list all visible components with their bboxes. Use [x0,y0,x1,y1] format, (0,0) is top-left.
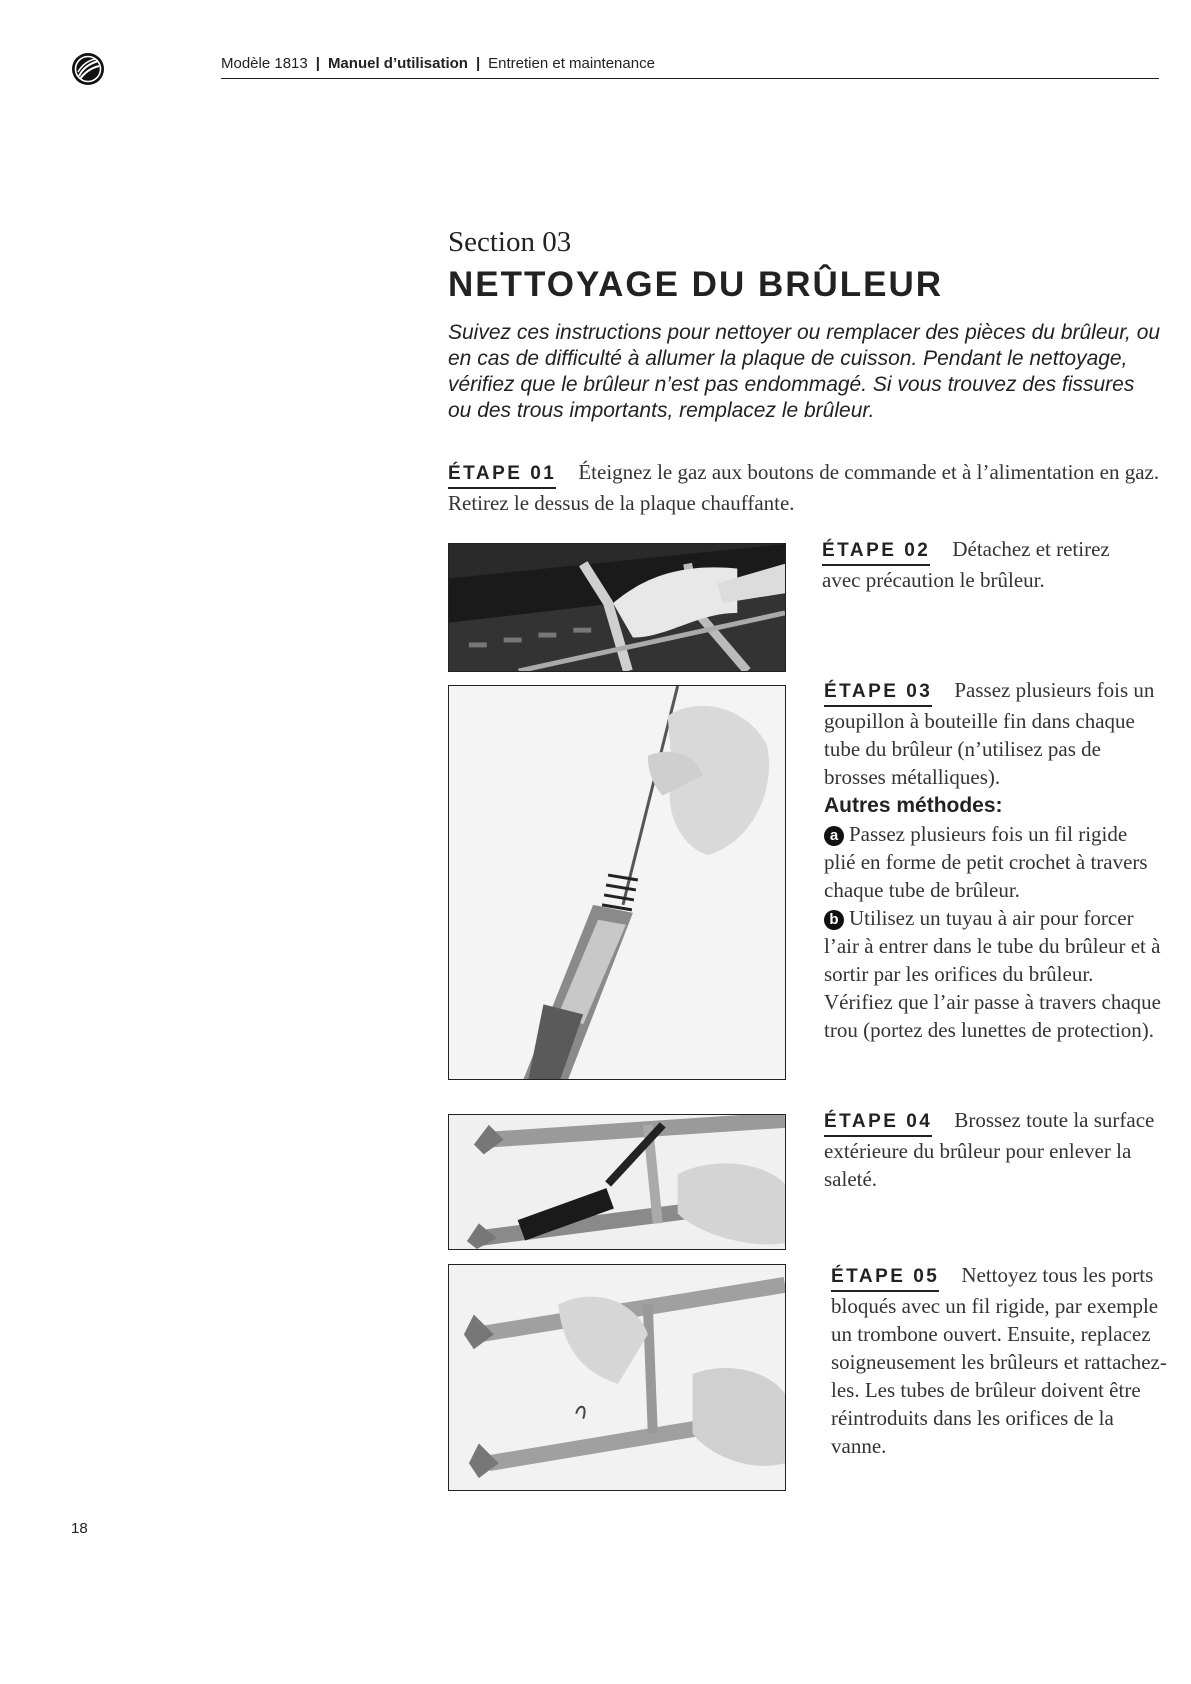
brand-logo-icon [71,52,105,86]
methods-heading: Autres méthodes: [824,794,1003,817]
step-label: ÉTAPE 03 [824,680,932,707]
step-text: Brossez toute la surface extérieure du brûleur pour enlever la saleté. [824,1108,1155,1191]
page-number: 18 [71,1520,88,1537]
step-label: ÉTAPE 02 [822,539,930,566]
step-label: ÉTAPE 04 [824,1110,932,1137]
step-label: ÉTAPE 05 [831,1265,939,1292]
method-marker: a [824,826,844,846]
photo-remove-burner [448,543,786,672]
header-separator: | [475,55,481,72]
method-text: Passez plusieurs fois un fil rigide plié en forme de petit crochet à travers chaque tube de brûleur. [824,822,1148,902]
header-manual: Manuel d’utilisation [327,55,468,72]
method-text: Utilisez un tuyau à air pour forcer l’air à entrer dans le tube du brûleur et à sortir par les orifices du brûleur. Vérifiez que l’air passe à travers chaque trou (portez des lunettes de protection). [824,906,1161,1042]
header-separator: | [315,55,320,72]
photo-bottle-brush [448,685,786,1080]
step-label: ÉTAPE 01 [448,462,556,489]
section-intro: Suivez ces instructions pour nettoyer ou remplacer des pièces du brûleur, ou en cas de difficulté à allumer la plaque de cuisson. Pendant le nettoyage, vérifiez que le brûleur n’est pas endommagé. Si vous trouvez des fissures ou des trous importants, remplacez le brûleur. [448,321,1161,422]
step-text: Passez plusieurs fois un goupillon à bouteille fin dans chaque tube du brûleur (n’utilisez pas de brosses métalliques). [824,678,1155,789]
method-marker: b [824,910,844,930]
step-02 [822,535,1122,594]
step-04 [824,1106,1162,1193]
step-01 [448,458,1168,517]
step-text: Nettoyez tous les ports bloqués avec un fil rigide, par exemple un trombone ouvert. Ensuite, replacez soigneusement les brûleurs et rattachez-les. Les tubes de brûleur doivent être réintroduits dans les orifices de la vanne. [831,1263,1167,1458]
step-text: Détachez et retirez avec précaution le brûleur. [822,537,1110,592]
section-title: NETTOYAGE DU BRÛLEUR [448,265,944,304]
photo-paperclip [448,1264,786,1491]
header-chapter: Entretien et maintenance [488,55,655,72]
step-03 [824,676,1162,1044]
photo-wire-brush [448,1114,786,1250]
page-header [221,55,1159,79]
step-05 [831,1261,1171,1460]
header-model: Modèle 1813 [221,55,308,72]
step-text: Éteignez le gaz aux boutons de commande et à l’alimentation en gaz. Retirez le dessus de la plaque chauffante. [448,460,1160,515]
section-label: Section 03 [448,226,572,258]
